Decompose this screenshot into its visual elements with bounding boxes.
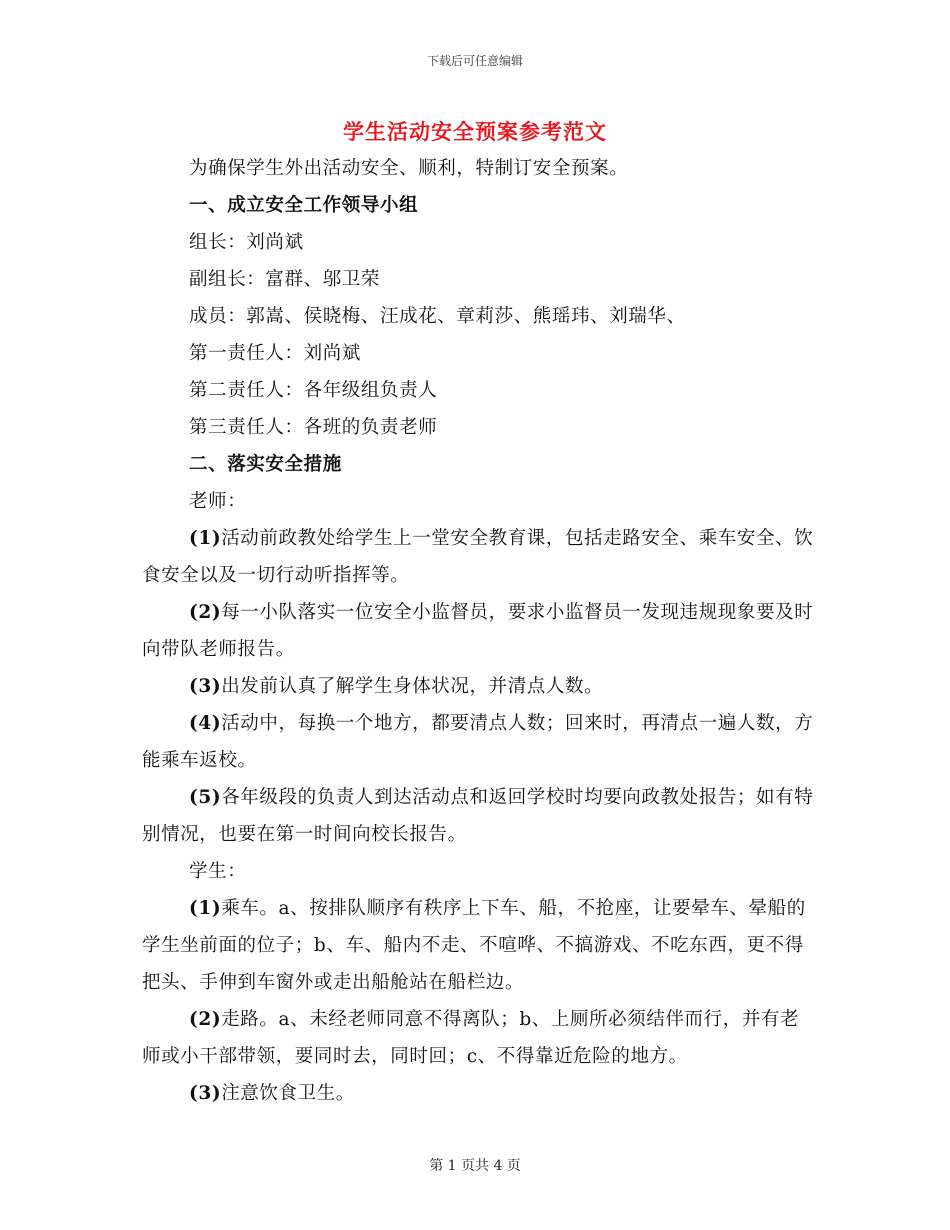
student-item-1 — [142, 890, 814, 1001]
section-heading-1: 一、成立安全工作领导小组 — [189, 195, 419, 216]
student-item-2 — [142, 1001, 814, 1075]
item-text: 注意饮食卫生。 — [221, 1083, 355, 1104]
item-text: 各年级段的负责人到达活动点和返回学校时均要向政教处报告；如有特别情况，也要在第一时间向校长报告。 — [142, 787, 814, 845]
student-item-3 — [142, 1075, 814, 1112]
members: 成员：郭嵩、侯晓梅、汪成花、章莉莎、熊瑶玮、刘瑞华、 — [189, 306, 686, 327]
section-heading-2: 二、落实安全措施 — [189, 454, 342, 475]
student-label: 学生： — [189, 861, 247, 882]
item-text: 每一小队落实一位安全小监督员，要求小监督员一发现违规现象要及时向带队老师报告。 — [142, 602, 814, 660]
teacher-item-2 — [142, 594, 814, 668]
item-text: 活动中，每换一个地方，都要清点人数；回来时，再清点一遍人数，方能乘车返校。 — [142, 713, 814, 771]
item-number: (4) — [189, 713, 222, 734]
item-number: (5) — [189, 787, 222, 808]
deputy-leader: 副组长：富群、邬卫荣 — [189, 269, 381, 290]
intro-paragraph: 为确保学生外出活动安全、顺利，特制订安全预案。 — [189, 158, 629, 179]
page-footer: 第 1 页共 4 页 — [429, 1158, 521, 1174]
page-header: 下载后可任意编辑 — [426, 54, 523, 68]
group-leader: 组长：刘尚斌 — [189, 232, 304, 253]
first-responsible: 第一责任人：刘尚斌 — [189, 343, 361, 364]
teacher-label: 老师： — [189, 491, 247, 512]
second-responsible: 第二责任人：各年级组负责人 — [189, 380, 438, 401]
item-number: (2) — [189, 1009, 222, 1030]
item-number: (3) — [189, 676, 222, 697]
item-text: 走路。a、未经老师同意不得离队；b、上厕所必须结伴而行，并有老师或小干部带领，要同时去，同时回；c、不得靠近危险的地方。 — [142, 1009, 800, 1067]
item-number: (2) — [189, 602, 222, 623]
item-text: 活动前政教处给学生上一堂安全教育课，包括走路安全、乘车安全、饮食安全以及一切行动听指挥等。 — [142, 528, 814, 586]
third-responsible: 第三责任人：各班的负责老师 — [189, 417, 438, 438]
teacher-item-5 — [142, 779, 814, 853]
document-body — [142, 150, 814, 1112]
item-number: (3) — [189, 1083, 222, 1104]
item-text: 出发前认真了解学生身体状况，并清点人数。 — [221, 676, 604, 697]
teacher-item-3 — [142, 668, 814, 705]
item-text: 乘车。a、按排队顺序有秩序上下车、船，不抢座，让要晕车、晕船的学生坐前面的位子；b、车、船内不走、不喧哗、不搞游戏、不吃东西，更不得把头、手伸到车窗外或走出船舱站在船栏边。 — [142, 898, 806, 993]
item-number: (1) — [189, 528, 222, 549]
teacher-item-4 — [142, 705, 814, 779]
document-title: 学生活动安全预案参考范文 — [343, 119, 607, 144]
item-number: (1) — [189, 898, 222, 919]
teacher-item-1 — [142, 520, 814, 594]
